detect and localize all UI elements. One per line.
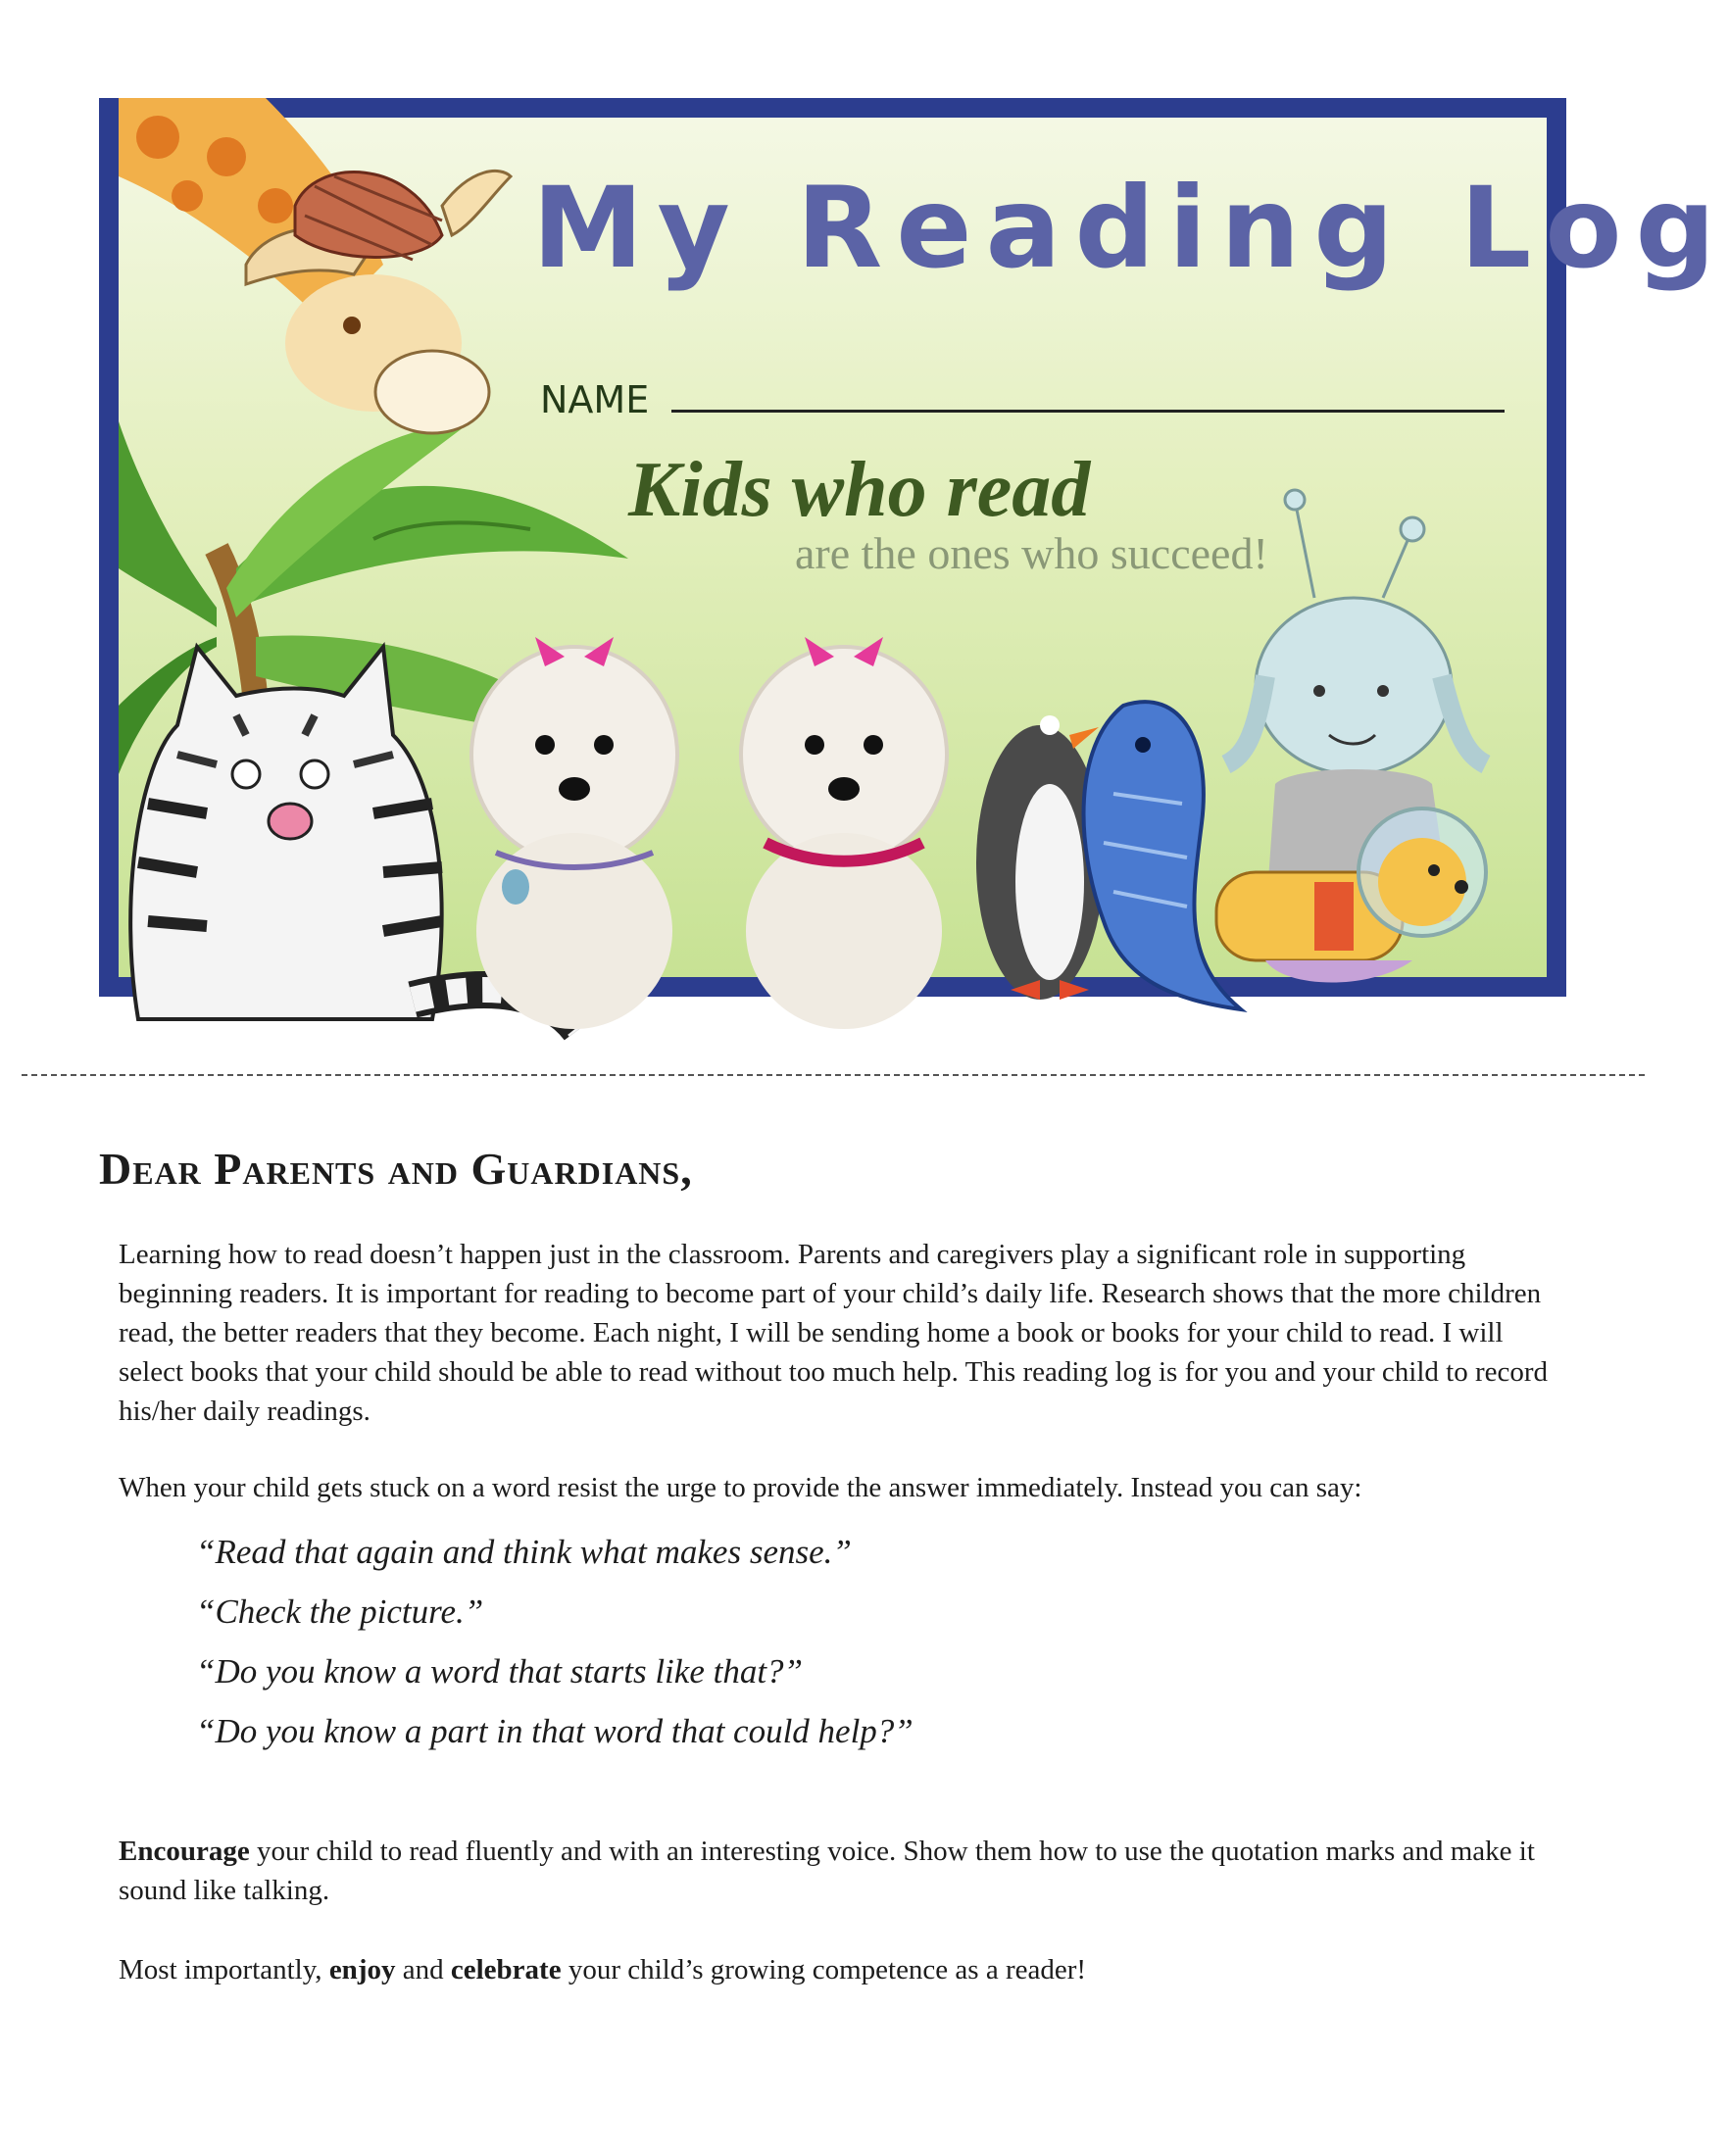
banner-background [119,118,1729,977]
giraffe-illustration [119,98,511,451]
letter-paragraph-2: When your child gets stuck on a word resist the urge to provide the answer immediately. Instead you can say: [119,1472,1362,1503]
name-label: NAME [540,378,650,421]
letter-salutation: Dear Parents and Guardians, [99,1144,693,1194]
white-dog-illustration [457,608,692,1019]
space-puppy-illustration [1207,804,1501,1000]
prompt-phrases-list [196,1529,914,1768]
closing-text-3: your child’s growing competence as a reader! [561,1954,1087,1985]
prompt-phrase: “Check the picture.” [196,1592,484,1631]
prompt-phrase: “Read that again and think what makes sense.” [196,1533,852,1571]
tagline-sub: are the ones who succeed! [795,528,1268,578]
paragraph-3-text: your child to read fluently and with an interesting voice. Show them how to use the quotation marks and make it sound like talking. [119,1836,1535,1906]
closing-text-1: Most importantly, [119,1954,329,1985]
prompt-phrase: “Do you know a part in that word that could help?” [196,1712,914,1750]
letter-paragraph-1: Learning how to read doesn’t happen just in the classroom. Parents and caregivers play a significant role in supporting beginning readers. It is important for reading to become part of your child’s daily life. Research shows that the more children read, the better readers that they become. Each night, I will be sending home a book or books for your child to read. I will select books that your child should be able to read without too much help. This reading log is for you and your child to record his/her daily readings. [119,1239,1549,1427]
encourage-emphasis: Encourage [119,1836,250,1867]
prompt-phrase: “Do you know a word that starts like that?” [196,1652,804,1690]
reading-log-banner [99,98,1729,997]
name-write-line[interactable] [671,410,1505,413]
celebrate-emphasis: celebrate [450,1954,562,1985]
closing-text-2: and [395,1954,451,1985]
page-title: My Reading Log [532,163,1729,293]
white-dog-illustration [726,608,962,1019]
letter-paragraph-3 [119,1832,1550,1910]
tagline-main: Kids who read [628,447,1091,533]
cut-line-divider [22,1074,1645,1076]
enjoy-emphasis: enjoy [328,1954,396,1985]
letter-closing [119,1950,1550,1989]
